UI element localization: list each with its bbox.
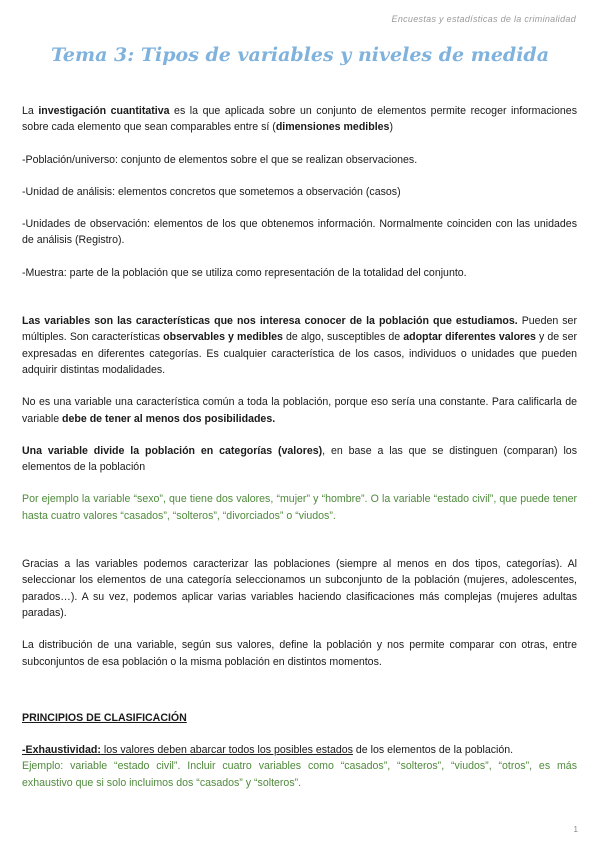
example-exhaustividad: Ejemplo: variable “estado civil”. Incluir cuatro variables como “casados”, “solteros”, “viudos”, “otros”, es más exhaustivo que si solo incluimos dos “casados” y “solteros”. <box>22 760 577 789</box>
constante-bold: debe de tener al menos dos posibilidades. <box>62 412 276 425</box>
exhaustividad-label: -Exhaustividad: <box>22 744 101 757</box>
exhaustividad-text: los valores deben abarcar todos los posibles estados <box>100 744 353 757</box>
section-heading: PRINCIPIOS DE CLASIFICACIÓN <box>22 711 187 724</box>
def-unidad-analisis: -Unidad de análisis: elementos concretos que sometemos a observación (casos) <box>22 185 401 198</box>
distribucion-paragraph: La distribución de una variable, según sus valores, define la población y nos permite comparar con otras, entre subconjuntos de esa población o la misma población en distintos momentos. <box>22 639 577 668</box>
variables-paragraph <box>22 313 577 378</box>
def-muestra: -Muestra: parte de la población que se utiliza como representación de la totalidad del conjunto. <box>22 266 467 279</box>
page-number: 1 <box>573 825 578 834</box>
gracias-paragraph: Gracias a las variables podemos caracterizar las poblaciones (siempre al menos en dos tipos, categorías). Al seleccionar los elementos de una categoría seleccionamos un subconjunto de la población (mujeres, adolescentes, parados…). A su vez, podemos aplicar varias variables haciendo clasificaciones más complejas (mujeres adultas paradas). <box>22 558 577 619</box>
variables-bold-2: observables y medibles <box>163 331 283 344</box>
variables-text-3: y de ser expresadas en diferentes categorías. Es cualquier característica de los casos, individuos o unidades que pueden adquirir distintas modalidades. <box>22 331 577 376</box>
running-header: Encuestas y estadísticas de la criminalidad <box>391 14 576 24</box>
intro-text-2: es la que aplicada sobre un conjunto de elementos permite recoger informaciones sobre cada elemento que sean comparables entre sí ( <box>22 105 577 134</box>
variables-bold-1: Las variables son las características que nos interesa conocer de la población que estudiamos. <box>22 315 518 328</box>
exhaustividad-paragraph <box>22 742 577 791</box>
divide-bold: Una variable divide la población en categorías (valores) <box>22 444 323 457</box>
intro-bold-2: dimensiones medibles <box>275 121 390 134</box>
variables-text-1: Pueden ser múltiples. Son características <box>22 315 577 344</box>
def-unidades-observacion: -Unidades de observación: elementos de los que obtenemos información. Normalmente coinciden con las unidades de análisis (Registro). <box>22 218 577 247</box>
page-title: Tema 3: Tipos de variables y niveles de medida <box>50 44 550 66</box>
intro-bold-1: investigación cuantitativa <box>38 105 170 117</box>
exhaustividad-rest: de los elementos de la población. <box>352 744 514 757</box>
constante-text: No es una variable una característica común a toda la población, porque eso sería una constante. Para calificarla de variable <box>22 396 577 425</box>
divide-paragraph <box>22 443 577 476</box>
constante-paragraph <box>22 394 577 427</box>
intro-text-1: La <box>22 105 39 117</box>
variables-text-2: de algo, susceptibles de <box>282 331 404 344</box>
document-body <box>22 103 577 791</box>
divide-text: , en base a las que se distinguen (comparan) los elementos de la población <box>22 444 577 474</box>
example-sexo-estado-civil: Por ejemplo la variable “sexo”, que tiene dos valores, “mujer” y “hombre”. O la variable “estado civil”, que puede tener hasta cuatro valores “casados”, “solteros”, “divorciados” o “viudos”. <box>22 493 577 522</box>
variables-bold-3: adoptar diferentes valores <box>403 331 536 344</box>
intro-paragraph <box>22 103 577 136</box>
intro-text-3: ) <box>389 121 393 134</box>
def-poblacion: -Población/universo: conjunto de elementos sobre el que se realizan observaciones. <box>22 153 418 166</box>
